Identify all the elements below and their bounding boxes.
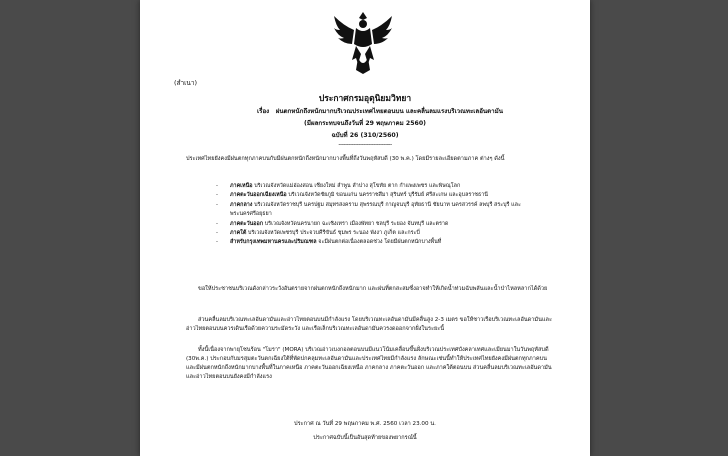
document-page: [140, 0, 590, 456]
region-name: ภาคเหนือ: [230, 183, 253, 189]
issue-number: ฉบับที่ 26 (310/2560): [331, 132, 399, 139]
list-item: [222, 201, 552, 220]
list-item: [222, 238, 552, 247]
region-text: บริเวณจังหวัดแม่ฮ่องสอน เชียงใหม่ ลำพูน ลำปาง สุโขทัย ตาก กำแพงเพชร และพิษณุโลก: [254, 183, 461, 189]
effective-period: (มีผลกระทบจนถึงวันที่ 29 พฤษภาคม 2560): [304, 120, 426, 127]
storm-paragraph: ทั้งนี้เนื่องจากพายุโซนร้อน "โมรา" (MORA) บริเวณอ่าวเบงกอลตอนบนมีแนวโน้มเคลื่อนขึ้นฝั่งบริเวณประเทศบังคลาเทศและเมียนมาในวันพฤหัสบดี (30พ.ค.) ประกอบกับมรสุมตะวันตกเฉียงใต้ที่พัดปกคลุมทะเลอันดามันและประเทศไทยมีกำลังแรง ลักษณะเช่นนี้ทำให้ประเทศไทยยังคงมีฝนตกทุกภาคบน และมีฝนตกหนักถึงหนักมากบางพื้นที่ในภาคเหนือ ภาคตะวันออกเฉียงเหนือ ภาคกลาง ภาคตะวันออก และภาคใต้ตอนบน ส่วนคลื่นลมบริเวณทะเลอันดามันและอ่าวไทยตอนบนยังคงมีกำลังแรง: [186, 347, 552, 380]
region-name: ภาคตะวันออก: [230, 220, 264, 227]
region-name: สำหรับกรุงเทพมหานครและปริมณฑล: [230, 239, 317, 246]
region-list: [222, 182, 552, 248]
subject-text: ฝนตกหนักถึงหนักมากบริเวณประเทศไทยตอนบน และคลื่นลมแรงบริเวณทะเลอันดามัน: [275, 108, 503, 115]
list-item: [222, 220, 552, 229]
copy-label: (สำเนา): [174, 79, 198, 87]
document-subject: [200, 106, 560, 116]
region-name: ภาคตะวันออกเฉียงเหนือ: [230, 192, 287, 199]
list-item: [222, 191, 552, 200]
region-name: ภาคกลาง: [230, 201, 253, 208]
list-item: [222, 229, 552, 238]
region-text: บริเวณจังหวัดนครนายก ฉะเชิงเทรา เมืองพัทยา ชลบุรี ระยอง จันทบุรี และตราด: [264, 220, 449, 227]
divider-rule: --------------------------------: [338, 141, 392, 148]
region-text: บริเวณจังหวัดราชบุรี นครปฐม สมุทรสงคราม สุพรรณบุรี กาญจนบุรี อุทัยธานี ชัยนาท นครสวรรค์ ลพบุรี สระบุรี และพระนครศรีอยุธยา: [230, 201, 521, 218]
next-bulletin-note: ประกาศฉบับนี้เป็นอันสุดท้ายของพยากรณ์นี้: [313, 435, 417, 441]
subject-prefix: เรื่อง: [257, 108, 270, 115]
wave-paragraph: ส่วนคลื่นลมบริเวณทะเลอันดามันและอ่าวไทยตอนบนมีกำลังแรง โดยบริเวณทะเลอันดามันมีคลื่นสูง 2-3 เมตร ขอให้ชาวเรือบริเวณทะเลอันดามันและอ่าวไทยตอนบนควรเดินเรือด้วยความระมัดระวัง และเรือเล็กบริเวณทะเลอันดามันควรงดออกจากฝั่งในระยะนี้: [186, 317, 552, 332]
garuda-emblem-icon: [332, 8, 394, 76]
region-text: บริเวณจังหวัดเพชรบุรี ประจวบคีรีขันธ์ ชุมพร ระนอง พังงา ภูเก็ต และกระบี่: [248, 230, 420, 237]
region-name: ภาคใต้: [230, 230, 247, 237]
document-title: ประกาศกรมอุตุนิยมวิทยา: [318, 94, 412, 104]
announcement-date: ประกาศ ณ วันที่ 29 พฤษภาคม พ.ศ. 2560 เวลา 23.00 น.: [294, 421, 436, 427]
list-item: [222, 182, 552, 191]
warning-paragraph: ขอให้ประชาชนบริเวณดังกล่าวระวังอันตรายจากฝนตกหนักถึงหนักมาก และฝนที่ตกสะสมซึ่งอาจทำให้เกิดน้ำท่วมฉับพลันและน้ำป่าไหลหลากได้ด้วย: [198, 286, 548, 292]
intro-paragraph: ประเทศไทยยังคงมีฝนตกทุกภาคบนกับมีฝนตกหนักถึงหนักมากบางพื้นที่ถึงวันพฤหัสบดี (30 พ.ค.) โดยมีรายละเอียดตามภาค ต่างๆ ดังนี้: [186, 156, 505, 162]
region-text: บริเวณจังหวัดชัยภูมิ ขอนแก่น นครราชสีมา สุรินทร์ บุรีรัมย์ ศรีสะเกษ และอุบลราชธานี: [288, 192, 488, 199]
region-text: จะมีฝนตกต่อเนื่องตลอดช่วง โดยมีฝนตกหนักบางพื้นที่: [318, 239, 442, 246]
